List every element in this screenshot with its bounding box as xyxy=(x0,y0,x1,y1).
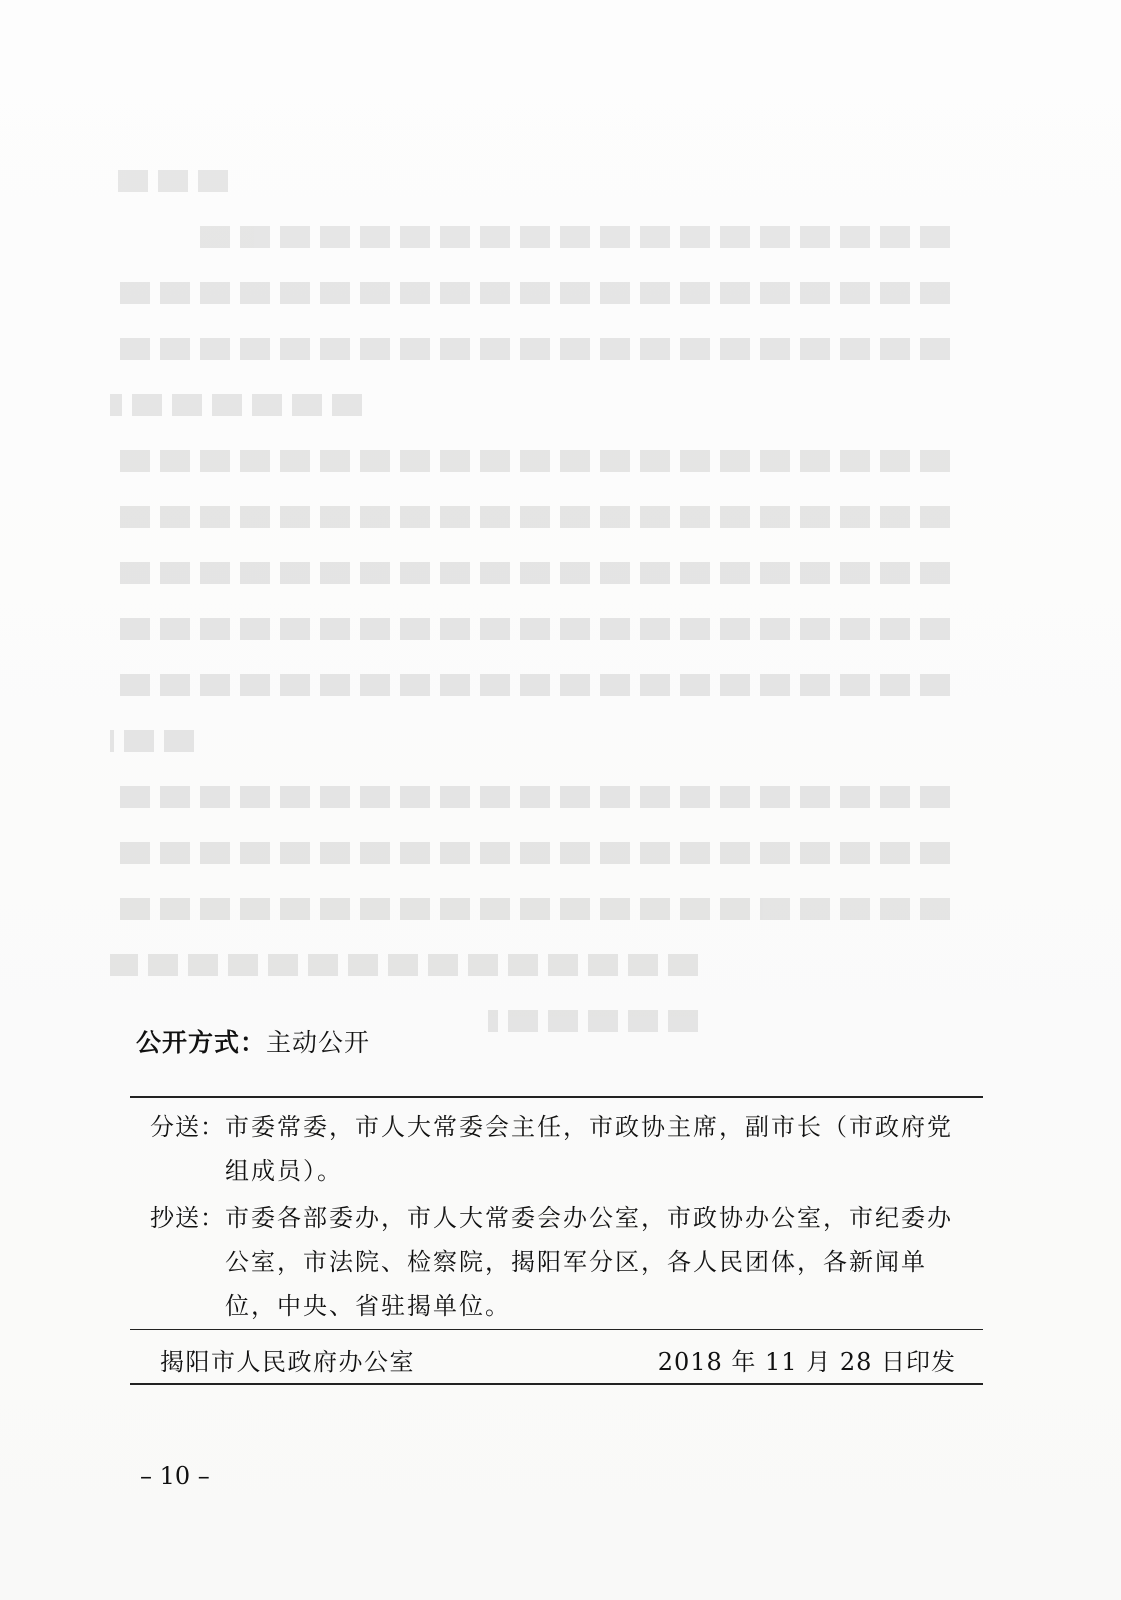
copy-to-recipients: 市委常委，市人大常委会主任，市政协主席，副市长（市政府党组成员）。 xyxy=(225,1113,953,1185)
cc-recipients: 市委各部委办，市人大常委会办公室，市政协办公室，市纪委办公室，市法院、检察院，揭阳军分区，各人民团体，各新闻单位，中央、省驻揭单位。 xyxy=(225,1204,953,1320)
bottom-divider xyxy=(130,1383,983,1385)
disclosure-value: 主动公开 xyxy=(266,1028,371,1057)
disclosure-label: 公开方式： xyxy=(136,1028,267,1057)
copy-to-block xyxy=(150,1105,965,1193)
copy-to-label: 分送： xyxy=(150,1113,225,1141)
cc-label: 抄送： xyxy=(150,1204,225,1232)
middle-divider xyxy=(130,1329,983,1330)
top-divider xyxy=(130,1096,983,1098)
page-number: – 10 – xyxy=(140,1462,210,1490)
reverse-side-bleed-through xyxy=(110,170,950,1090)
issue-date: 2018 年 11 月 28 日印发 xyxy=(657,1348,956,1376)
cc-block xyxy=(150,1196,965,1328)
issuing-office: 揭阳市人民政府办公室 xyxy=(160,1348,415,1376)
disclosure-method xyxy=(136,1023,370,1059)
